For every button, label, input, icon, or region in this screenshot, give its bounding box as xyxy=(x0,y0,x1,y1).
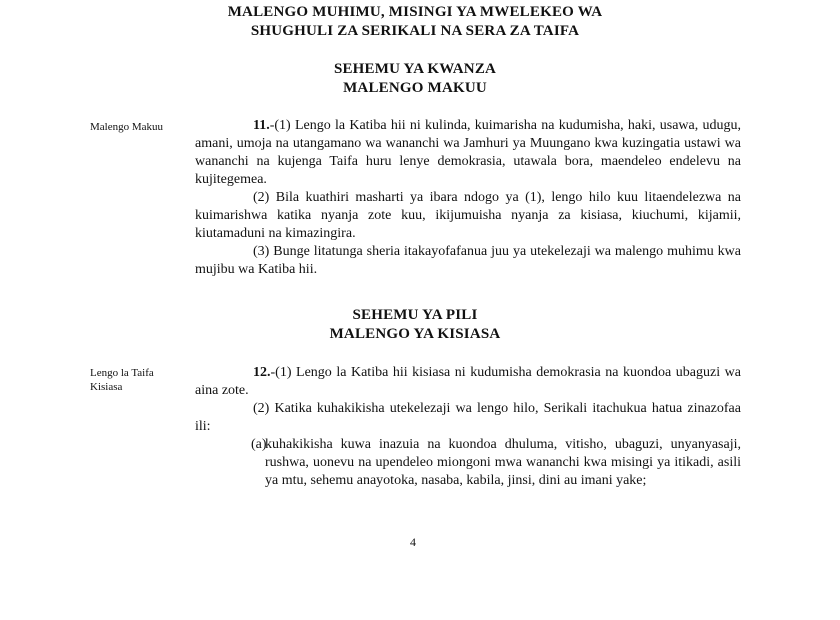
list-item-a xyxy=(195,436,741,490)
part-two-subheading: MALENGO YA KISIASA xyxy=(329,326,501,342)
page-number: 4 xyxy=(410,535,416,549)
section-11-paragraph-3: (3) Bunge litatunga sheria itakayofafanua juu ya utekelezaji wa malengo muhimu kwa mujibu wa Katiba hii. xyxy=(195,244,741,277)
margin-note-line-2: Kisiasa xyxy=(90,381,123,393)
part-one-heading: SEHEMU YA KWANZA xyxy=(333,61,497,77)
section-11-paragraph-1 xyxy=(195,117,741,189)
part-one-subheading: MALENGO MAKUU xyxy=(343,80,487,96)
section-11 xyxy=(195,117,741,279)
section-11-text-1: -(1) Lengo la Katiba hii ni kulinda, kuimarisha na kudumisha, haki, usawa, udugu, amani, umoja na utangamano wa wananchi wa Jamhuri ya Muungano kwa kuzingatia ustawi wa wananchi na kujenga Taifa huru lenye demokrasia, utawala bora, maendeleo endelevu na kujitegemea. xyxy=(195,118,741,187)
section-11-number: 11. xyxy=(253,118,270,133)
document-title-line-1: MALENGO MUHIMU, MISINGI YA MWELEKEO WA xyxy=(227,4,603,20)
list-item-a-label: (a) xyxy=(251,437,267,452)
section-12-paragraph-2: (2) Katika kuhakikisha utekelezaji wa lengo hilo, Serikali itachukua hatua zinazofaa ili: xyxy=(195,401,741,434)
part-two-heading: SEHEMU YA PILI xyxy=(352,307,478,323)
section-12-number: 12. xyxy=(253,365,271,380)
document-title-line-2: SHUGHULI ZA SERIKALI NA SERA ZA TAIFA xyxy=(250,23,580,39)
section-12-paragraph-1 xyxy=(195,364,741,400)
list-item-a-text: kuhakikisha kuwa inazuia na kuondoa dhuluma, vitisho, ubaguzi, unyanyasaji, rushwa, uonevu na upendeleo miongoni mwa wananchi kwa misingi ya itikadi, asili ya mtu, sehemu anayotoka, nasaba, kabila, jinsi, dini au imani yake; xyxy=(265,437,741,488)
margin-note-line-1: Lengo la Taifa xyxy=(90,367,154,379)
section-12-text-1: -(1) Lengo la Katiba hii kisiasa ni kudumisha demokrasia na kuondoa ubaguzi wa aina zote. xyxy=(195,365,741,398)
margin-note-malengo-makuu: Malengo Makuu xyxy=(90,121,164,133)
margin-note-lengo-la-taifa xyxy=(90,366,200,394)
section-12 xyxy=(195,364,741,490)
section-11-paragraph-2: (2) Bila kuathiri masharti ya ibara ndogo ya (1), lengo hilo kuu litaendelezwa na kuimarishwa katika nyanja zote kuu, ikijumuisha nyanja za kisiasa, kiuchumi, kijamii, kiutamaduni na kimazingira. xyxy=(195,190,741,241)
